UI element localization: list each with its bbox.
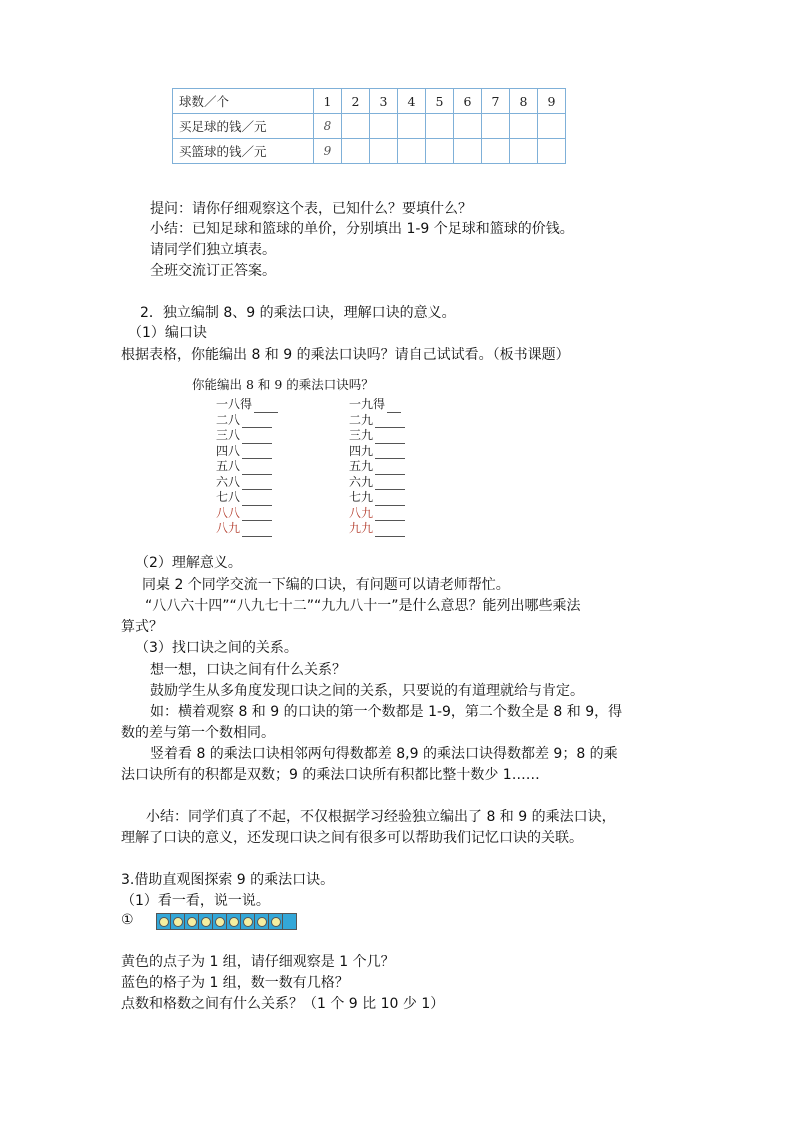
empty-cell[interactable] bbox=[342, 114, 370, 139]
row-label: 买足球的钱／元 bbox=[173, 114, 314, 139]
yellow-dot bbox=[229, 917, 239, 927]
instruction-text: 全班交流订正答案。 bbox=[150, 263, 276, 279]
empty-cell[interactable] bbox=[398, 114, 426, 139]
rhyme-line: 七八 bbox=[216, 490, 326, 506]
table-row bbox=[173, 114, 566, 139]
rhyme-line: 三九 bbox=[349, 428, 459, 444]
summary-text: 小结：同学们真了不起，不仅根据学习经验独立编出了 8 和 9 的乘法口诀， bbox=[146, 809, 616, 825]
dot-strip bbox=[156, 913, 296, 930]
number-cell: 8 bbox=[510, 89, 538, 114]
section-heading: 2．独立编制 8、9 的乘法口诀，理解口诀的意义。 bbox=[140, 305, 456, 321]
paragraph: 蓝色的格子为 1 组，数一数有几格？ bbox=[121, 975, 349, 991]
empty-cell[interactable] bbox=[538, 139, 566, 164]
paragraph: 根据表格，你能编出 8 和 9 的乘法口诀吗？请自己试试看。（板书课题） bbox=[121, 347, 570, 363]
yellow-dot bbox=[215, 917, 225, 927]
rhyme-line: 七九 bbox=[349, 490, 459, 506]
number-cell: 6 bbox=[454, 89, 482, 114]
subsection-heading: （1）看一看，说一说。 bbox=[121, 893, 270, 909]
rhyme-line: 三八 bbox=[216, 428, 326, 444]
yellow-dot bbox=[159, 917, 169, 927]
rhyme-line: 六九 bbox=[349, 475, 459, 491]
header-label: 球数／个 bbox=[173, 89, 314, 114]
question-text: 提问：请你仔细观察这个表，已知什么？要填什么？ bbox=[150, 201, 472, 217]
paragraph: 法口诀所有的积都是双数；9 的乘法口诀所有积都比整十数少 1…… bbox=[121, 767, 540, 783]
table-row bbox=[173, 139, 566, 164]
number-cell: 3 bbox=[370, 89, 398, 114]
rhyme-line: 一八得 bbox=[216, 397, 326, 413]
strip-cell bbox=[170, 913, 185, 930]
yellow-dot bbox=[187, 917, 197, 927]
empty-cell[interactable] bbox=[538, 114, 566, 139]
paragraph: 竖着看 8 的乘法口诀相邻两句得数都差 8,9 的乘法口诀得数都差 9；8 的乘 bbox=[150, 746, 618, 762]
empty-cell[interactable] bbox=[370, 114, 398, 139]
number-cell: 7 bbox=[482, 89, 510, 114]
strip-cell bbox=[282, 913, 297, 930]
empty-cell[interactable] bbox=[510, 114, 538, 139]
empty-cell[interactable] bbox=[482, 114, 510, 139]
rhymes-title: 你能编出 8 和 9 的乘法口诀吗？ bbox=[192, 377, 374, 392]
strip-cell bbox=[226, 913, 241, 930]
number-cell: 2 bbox=[342, 89, 370, 114]
paragraph: 点数和格数之间有什么关系？（1 个 9 比 10 少 1） bbox=[121, 996, 445, 1012]
yellow-dot bbox=[201, 917, 211, 927]
rhymes-column-eight bbox=[216, 397, 326, 537]
rhymes-column-nine bbox=[349, 397, 459, 537]
empty-cell[interactable] bbox=[426, 139, 454, 164]
yellow-dot bbox=[257, 917, 267, 927]
price-table bbox=[172, 88, 566, 164]
yellow-dot bbox=[173, 917, 183, 927]
paragraph: 鼓励学生从多角度发现口诀之间的关系，只要说的有道理就给与肯定。 bbox=[150, 683, 584, 699]
empty-cell[interactable] bbox=[482, 139, 510, 164]
subsection-heading: （2）理解意义。 bbox=[135, 555, 242, 571]
subsection-heading: （1）编口诀 bbox=[128, 325, 207, 341]
rhyme-line: 八八 bbox=[216, 506, 326, 522]
number-cell: 5 bbox=[426, 89, 454, 114]
rhyme-line: 六八 bbox=[216, 475, 326, 491]
paragraph: 数的差与第一个数相同。 bbox=[121, 725, 275, 741]
rhyme-line: 二八 bbox=[216, 413, 326, 429]
paragraph: 同桌 2 个同学交流一下编的口诀，有问题可以请老师帮忙。 bbox=[142, 577, 510, 593]
yellow-dot bbox=[271, 917, 281, 927]
value-cell[interactable]: 9 bbox=[314, 139, 342, 164]
strip-cell bbox=[198, 913, 213, 930]
rhyme-line: 四九 bbox=[349, 444, 459, 460]
paragraph: 想一想，口诀之间有什么关系？ bbox=[150, 662, 346, 678]
yellow-dot bbox=[243, 917, 253, 927]
rhyme-line: 九九 bbox=[349, 521, 459, 537]
summary-text: 理解了口诀的意义，还发现口诀之间有很多可以帮助我们记忆口诀的关联。 bbox=[121, 830, 583, 846]
number-cell: 1 bbox=[314, 89, 342, 114]
strip-cell bbox=[240, 913, 255, 930]
paragraph: “八八六十四”“八九七十二”“九九八十一”是什么意思？能列出哪些乘法 bbox=[145, 598, 581, 614]
paragraph: 算式？ bbox=[121, 619, 163, 635]
strip-cell bbox=[212, 913, 227, 930]
rhyme-line: 二九 bbox=[349, 413, 459, 429]
strip-cell bbox=[184, 913, 199, 930]
rhyme-line: 四八 bbox=[216, 444, 326, 460]
number-cell: 9 bbox=[538, 89, 566, 114]
rhyme-line: 八九 bbox=[349, 506, 459, 522]
strip-cell bbox=[156, 913, 171, 930]
table-header-row bbox=[173, 89, 566, 114]
rhyme-line: 五八 bbox=[216, 459, 326, 475]
empty-cell[interactable] bbox=[454, 139, 482, 164]
subsection-heading: （3）找口诀之间的关系。 bbox=[135, 640, 298, 656]
instruction-text: 请同学们独立填表。 bbox=[150, 242, 276, 258]
number-cell: 4 bbox=[398, 89, 426, 114]
empty-cell[interactable] bbox=[398, 139, 426, 164]
empty-cell[interactable] bbox=[342, 139, 370, 164]
circled-number: ① bbox=[121, 912, 134, 928]
paragraph: 黄色的点子为 1 组，请仔细观察是 1 个几？ bbox=[121, 954, 395, 970]
row-label: 买篮球的钱／元 bbox=[173, 139, 314, 164]
empty-cell[interactable] bbox=[370, 139, 398, 164]
section-heading: 3.借助直观图探索 9 的乘法口诀。 bbox=[121, 872, 335, 888]
strip-cell bbox=[268, 913, 283, 930]
empty-cell[interactable] bbox=[426, 114, 454, 139]
paragraph: 如：横着观察 8 和 9 的口诀的第一个数都是 1-9，第二个数全是 8 和 9，得 bbox=[150, 704, 623, 720]
rhyme-line: 八九 bbox=[216, 521, 326, 537]
strip-cell bbox=[254, 913, 269, 930]
rhyme-line: 五九 bbox=[349, 459, 459, 475]
summary-text: 小结：已知足球和篮球的单价，分别填出 1-9 个足球和篮球的价钱。 bbox=[150, 221, 574, 237]
value-cell[interactable]: 8 bbox=[314, 114, 342, 139]
empty-cell[interactable] bbox=[454, 114, 482, 139]
rhyme-line: 一九得 bbox=[349, 397, 459, 413]
empty-cell[interactable] bbox=[510, 139, 538, 164]
